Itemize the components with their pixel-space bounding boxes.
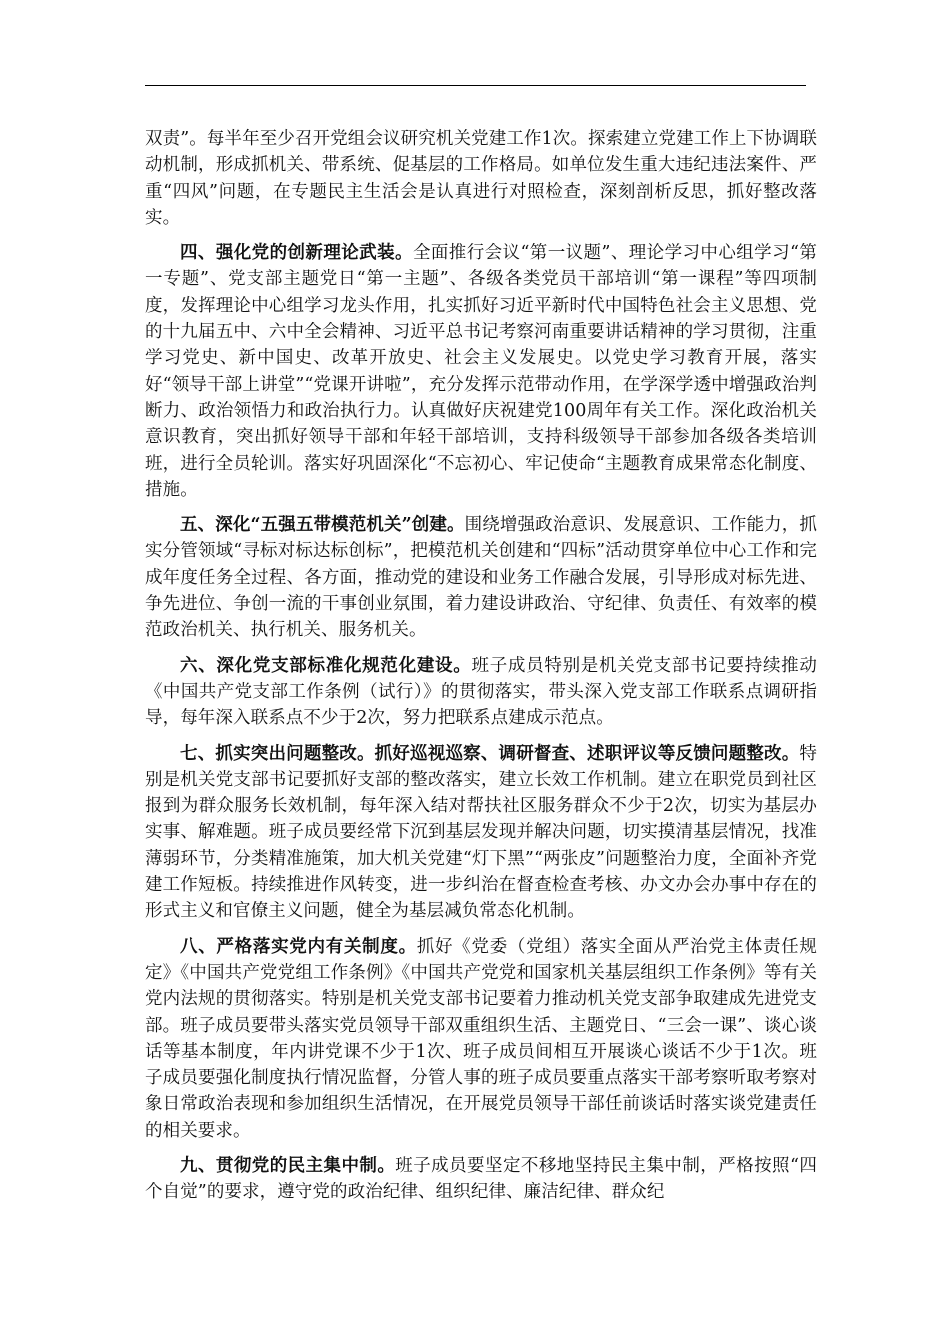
paragraph-section-4 bbox=[145, 240, 817, 503]
paragraph-text: 班子成员特别是机关党支部书记要持续推动《中国共产党支部工作条例（试行）》的贯彻落实，带头深入党支部工作联系点调研指导，每年深入联系点不少于2次，努力把联系点建成示范点。 bbox=[145, 655, 817, 729]
paragraph-continued bbox=[145, 126, 817, 231]
section-heading: 六、深化党支部标准化规范化建设。 bbox=[180, 655, 472, 676]
paragraph-text: 抓好《党委（党组）落实全面从严治党主体责任规定》《中国共产党党组工作条例》《中国共产党党和国家机关基层组织工作条例》等有关党内法规的贯彻落实。特别是机关党支部书记要着力推动机关党支部争取建成先进党支部。班子成员要带头落实党员领导干部双重组织生活、主题党日、“三会一课”、谈心谈话等基本制度，年内讲党课不少于1次、班子成员间相互开展谈心谈话不少于1次。班子成员要强化制度执行情况监督，分管人事的班子成员要重点落实干部考察听取考察对象日常政治表现和参加组织生活情况，在开展党员领导干部任前谈话时落实谈党建责任的相关要求。 bbox=[145, 936, 817, 1141]
section-heading: 四、强化党的创新理论武装。 bbox=[180, 243, 413, 264]
paragraph-text: 围绕增强政治意识、发展意识、工作能力，抓实分管领域“寻标对标达标创标”，把模范机关创建和“四标”活动贯穿单位中心工作和完成年度任务全过程、各方面，推动党的建设和业务工作融合发展，引导形成对标先进、争先进位、争创一流的干事创业氛围，着力建设讲政治、守纪律、负责任、有效率的模范政治机关、执行机关、服务机关。 bbox=[145, 515, 817, 641]
section-heading: 七、抓实突出问题整改。抓好巡视巡察、调研督查、述职评议等反馈问题整改。 bbox=[180, 743, 800, 764]
paragraph-section-5 bbox=[145, 512, 817, 643]
paragraph-section-9 bbox=[145, 1153, 817, 1206]
paragraph-text: 特别是机关党支部书记要抓好支部的整改落实，建立长效工作机制。建立在职党员到社区报到为群众服务长效机制，每年深入结对帮扶社区服务群众不少于2次，切实为基层办实事、解难题。班子成员要经常下沉到基层发现并解决问题，切实摸清基层情况，找准薄弱环节，分类精准施策，加大机关党建“灯下黑”“两张皮”问题整治力度，全面补齐党建工作短板。持续推进作风转变，进一步纠治在督查检查考核、办文办会办事中存在的形式主义和官僚主义问题，健全为基层减负常态化机制。 bbox=[145, 743, 817, 922]
section-heading: 九、贯彻党的民主集中制。 bbox=[180, 1155, 396, 1176]
paragraph-section-8 bbox=[145, 934, 817, 1144]
paragraph-text: 班子成员要坚定不移地坚持民主集中制，严格按照“四个自觉”的要求，遵守党的政治纪律、组织纪律、廉洁纪律、群众纪 bbox=[145, 1155, 817, 1203]
document-body bbox=[145, 126, 817, 1215]
paragraph-text: 全面推行会议“第一议题”、理论学习中心组学习“第一专题”、党支部主题党日“第一主题”、各级各类党员干部培训“第一课程”等四项制度，发挥理论中心组学习龙头作用，扎实抓好习近平新时代中国特色社会主义思想、党的十九届五中、六中全会精神、习近平总书记考察河南重要讲话精神的学习贯彻，注重学习党史、新中国史、改革开放史、社会主义发展史。以党史学习教育开展，落实好“领导干部上讲堂”“党课开讲啦”，充分发挥示范带动作用，在学深学透中增强政治判断力、政治领悟力和政治执行力。认真做好庆祝建党100周年有关工作。深化政治机关意识教育，突出抓好领导干部和年轻干部培训，支持科级领导干部参加各级各类培训班，进行全员轮训。落实好巩固深化“不忘初心、牢记使命“主题教育成果常态化制度、措施。 bbox=[145, 243, 817, 500]
section-heading: 五、深化“五强五带模范机关”创建。 bbox=[180, 515, 465, 536]
paragraph-text: 双责”。每半年至少召开党组会议研究机关党建工作1次。探索建立党建工作上下协调联动机制，形成抓机关、带系统、促基层的工作格局。如单位发生重大违纪违法案件、严重“四风”问题，在专题民主生活会是认真进行对照检查，深刻剖析反思，抓好整改落实。 bbox=[145, 129, 817, 228]
paragraph-section-7 bbox=[145, 741, 817, 925]
header-rule bbox=[145, 85, 806, 86]
paragraph-section-6 bbox=[145, 653, 817, 732]
section-heading: 八、严格落实党内有关制度。 bbox=[180, 936, 417, 957]
